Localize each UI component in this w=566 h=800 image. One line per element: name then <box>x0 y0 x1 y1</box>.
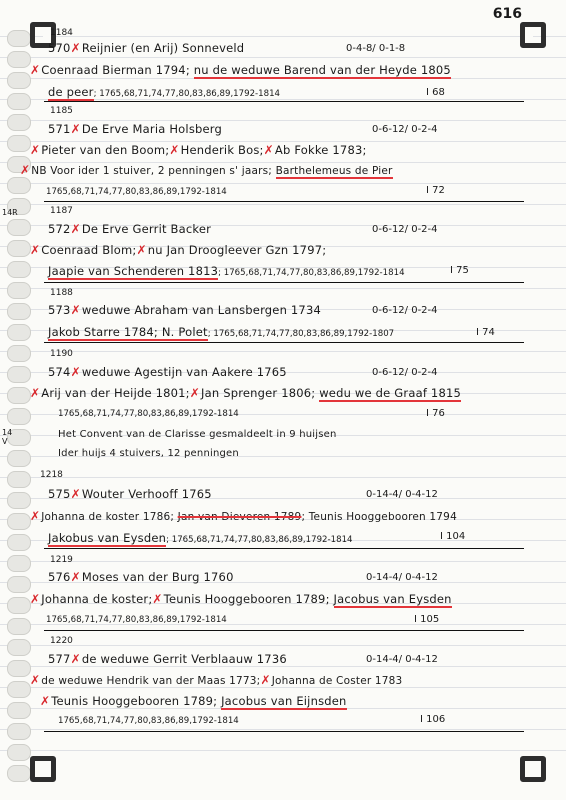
ruled-line <box>0 141 566 142</box>
folio-ref: I 74 <box>476 327 495 338</box>
entry-title <box>48 122 222 136</box>
binder-hole <box>7 51 31 68</box>
entry-number: 572 <box>48 222 71 236</box>
years-list: 1765,68,71,74,77,80,83,86,89,1792-1814 <box>46 187 227 197</box>
ruled-line <box>0 204 566 205</box>
owner-name-underlined: Jakobus van Eysden <box>48 531 167 545</box>
owner-name: Ab Fokke 1783; <box>274 143 367 157</box>
entry-title <box>48 487 212 501</box>
folio-ref: I 72 <box>426 185 445 196</box>
entry-note: Het Convent van de Clarisse gesmaldeelt in 9 huijsen <box>58 429 337 440</box>
separator-line <box>44 342 524 343</box>
cross-mark-icon: ✗ <box>30 386 41 400</box>
owner-name-underlined: Jacobus van Eysden <box>333 592 452 606</box>
cross-mark-icon: ✗ <box>40 694 51 708</box>
binder-hole <box>7 744 31 761</box>
owner-name: Jan Sprenger 1806; <box>201 386 316 400</box>
cross-mark-icon: ✗ <box>70 652 81 666</box>
entry-title <box>48 652 287 666</box>
entry-owners <box>30 143 367 157</box>
entry-name: Wouter Verhooff 1765 <box>81 487 212 501</box>
binder-hole <box>7 702 31 719</box>
cross-mark-icon: ✗ <box>70 303 81 317</box>
entry-name: weduwe Abraham van Lansbergen 1734 <box>81 303 321 317</box>
entry-name: weduwe Agestijn van Aakere 1765 <box>81 365 287 379</box>
binder-hole <box>7 114 31 131</box>
years-list: 1765,68,71,74,77,80,83,86,89,1792-1814 <box>58 716 239 726</box>
entry-owners <box>30 592 452 606</box>
ruled-line <box>0 750 566 751</box>
binder-hole <box>7 303 31 320</box>
entry-ref: 1185 <box>50 106 73 116</box>
owner-name: Teunis Hooggebooren 1789; <box>51 694 218 708</box>
ruled-line <box>0 183 566 184</box>
binder-hole <box>7 492 31 509</box>
entry-number: 577 <box>48 652 71 666</box>
owner-name: Coenraad Blom; <box>41 243 137 257</box>
entry-number: 574 <box>48 365 71 379</box>
entry-number: 570 <box>48 41 71 55</box>
entry-note <box>20 163 393 177</box>
folio-ref: I 75 <box>450 265 469 276</box>
cross-mark-icon: ✗ <box>70 122 81 136</box>
owner-name-underlined: de peer <box>48 85 94 99</box>
entry-value: 0-14-4/ 0-4-12 <box>366 572 438 583</box>
binder-hole <box>7 471 31 488</box>
entry-owners <box>30 673 402 687</box>
entry-ref: 1190 <box>50 349 73 359</box>
binder-hole <box>7 597 31 614</box>
binder-hole <box>7 135 31 152</box>
corner-marker-bottom-left <box>30 756 56 782</box>
cross-mark-icon: ✗ <box>136 243 147 257</box>
binder-hole <box>7 660 31 677</box>
binder-hole <box>7 324 31 341</box>
years-list: ; 1765,68,71,74,77,80,83,86,89,1792-1807 <box>207 329 395 339</box>
entry-name: De Erve Maria Holsberg <box>81 122 223 136</box>
entry-number: 576 <box>48 570 71 584</box>
owner-name: Johanna de koster; <box>41 592 153 606</box>
owner-name-underlined: Jakob Starre 1784; N. Polet <box>48 325 208 339</box>
entry-name: De Erve Gerrit Backer <box>81 222 212 236</box>
owner-name: Henderik Bos; <box>180 143 264 157</box>
entry-ref: 1188 <box>50 288 73 298</box>
entry-number: 571 <box>48 122 71 136</box>
cross-mark-icon: ✗ <box>30 143 41 157</box>
entry-name: Reijnier (en Arij) Sonneveld <box>81 41 245 55</box>
owner-name-struck: Jan van Dieveren 1789 <box>177 511 302 523</box>
ruled-line <box>0 57 566 58</box>
years-list: ; 1765,68,71,74,77,80,83,86,89,1792-1814 <box>166 535 353 545</box>
cross-mark-icon: ✗ <box>70 487 81 501</box>
ruled-line <box>0 36 566 37</box>
separator-line <box>44 201 524 202</box>
cross-mark-icon: ✗ <box>263 143 274 157</box>
binder-hole <box>7 534 31 551</box>
ruled-line <box>0 729 566 730</box>
entry-title <box>48 303 321 317</box>
entry-title <box>48 41 244 55</box>
folio-ref: I 68 <box>426 87 445 98</box>
cross-mark-icon: ✗ <box>30 673 41 687</box>
binder-hole <box>7 576 31 593</box>
owner-name: Teunis Hooggebooren 1789; <box>163 592 330 606</box>
cross-mark-icon: ✗ <box>30 509 41 523</box>
owner-name: Johanna de Coster 1783 <box>271 675 403 687</box>
binder-hole <box>7 282 31 299</box>
note-text: NB Voor ider 1 stuiver, 2 penningen s' jaars; <box>31 165 273 177</box>
cross-mark-icon: ✗ <box>30 63 41 77</box>
entry-note: Ider huijs 4 stuivers, 12 penningen <box>58 448 239 459</box>
entry-owners <box>40 694 347 708</box>
entry-value: 0-14-4/ 0-4-12 <box>366 489 438 500</box>
ruled-line <box>0 645 566 646</box>
binder-hole <box>7 93 31 110</box>
entry-value: 0-6-12/ 0-2-4 <box>372 367 438 378</box>
binder-hole <box>7 72 31 89</box>
separator-line <box>44 548 524 549</box>
owner-name: Arij van der Heijde 1801; <box>41 386 190 400</box>
entry-title <box>48 570 234 584</box>
folio-ref: I 106 <box>420 714 446 725</box>
entry-ref: 1184 <box>50 28 73 38</box>
years-list: 1765,68,71,74,77,80,83,86,89,1792-1814 <box>46 615 227 625</box>
binder-hole <box>7 30 31 47</box>
entry-owners <box>30 243 326 257</box>
ruled-line <box>0 561 566 562</box>
binder-hole <box>7 618 31 635</box>
entry-years <box>48 531 353 545</box>
entry-value: 0-6-12/ 0-2-4 <box>372 224 438 235</box>
entry-ref: 1218 <box>40 470 63 480</box>
entry-value: 0-4-8/ 0-1-8 <box>346 43 406 54</box>
entry-years <box>48 85 280 99</box>
folio-ref: I 104 <box>440 531 466 542</box>
binder-hole <box>7 513 31 530</box>
cross-mark-icon: ✗ <box>70 41 81 55</box>
binder-hole <box>7 681 31 698</box>
cross-mark-icon: ✗ <box>30 592 41 606</box>
entry-name: Moses van der Burg 1760 <box>81 570 234 584</box>
entry-owners <box>30 386 461 400</box>
cross-mark-icon: ✗ <box>152 592 163 606</box>
cross-mark-icon: ✗ <box>20 163 31 177</box>
binder-hole <box>7 555 31 572</box>
owner-name: ; Teunis Hooggebooren 1794 <box>301 511 457 523</box>
binder-hole <box>7 366 31 383</box>
ruled-line <box>0 666 566 667</box>
years-list: ; 1765,68,71,74,77,80,83,86,89,1792-1814 <box>93 89 281 99</box>
binder-hole <box>7 177 31 194</box>
binder-hole <box>7 639 31 656</box>
years-list: ; 1765,68,71,74,77,80,83,86,89,1792-1814 <box>218 268 405 278</box>
entry-number: 575 <box>48 487 71 501</box>
corner-marker-top-right <box>520 22 546 48</box>
page-number: 616 <box>492 6 522 22</box>
owner-name-underlined: Jacobus van Eijnsden <box>221 694 347 708</box>
ruled-line <box>0 351 566 352</box>
years-list: 1765,68,71,74,77,80,83,86,89,1792-1814 <box>58 409 239 419</box>
binder-hole <box>7 765 31 782</box>
owner-name: de weduwe Hendrik van der Maas 1773; <box>41 675 261 687</box>
binder-hole <box>7 345 31 362</box>
owner-name-underlined: Barthelemeus de Pier <box>275 165 393 177</box>
cross-mark-icon: ✗ <box>189 386 201 400</box>
entry-title <box>48 222 211 236</box>
entry-ref: 1219 <box>50 555 73 565</box>
separator-line <box>44 101 524 102</box>
binder-hole <box>7 723 31 740</box>
ruled-line <box>0 477 566 478</box>
entry-years <box>48 325 394 339</box>
margin-note: 14R <box>2 208 18 217</box>
entry-owners <box>30 63 451 77</box>
owner-name: Johanna de koster 1786; <box>41 511 175 523</box>
owner-name: Coenraad Bierman 1794; <box>41 63 190 77</box>
margin-note: 14 V <box>2 428 13 446</box>
corner-marker-bottom-right <box>520 756 546 782</box>
entry-value: 0-6-12/ 0-2-4 <box>372 124 438 135</box>
owner-name-underlined: Jaapie van Schenderen 1813 <box>48 264 219 278</box>
entry-ref: 1220 <box>50 636 73 646</box>
cross-mark-icon: ✗ <box>169 143 180 157</box>
entry-value: 0-6-12/ 0-2-4 <box>372 305 438 316</box>
folio-ref: I 76 <box>426 408 445 419</box>
ruled-line <box>0 288 566 289</box>
entry-years <box>48 264 405 278</box>
binder-hole <box>7 408 31 425</box>
owner-name-underlined: nu de weduwe Barend van der Heyde 1805 <box>193 63 451 77</box>
entry-ref: 1187 <box>50 206 73 216</box>
ruled-line <box>0 120 566 121</box>
cross-mark-icon: ✗ <box>70 365 81 379</box>
entry-title <box>48 365 287 379</box>
separator-line <box>44 731 524 732</box>
cross-mark-icon: ✗ <box>260 673 271 687</box>
binder-hole <box>7 219 31 236</box>
cross-mark-icon: ✗ <box>70 570 81 584</box>
owner-name-underlined: wedu we de Graaf 1815 <box>319 386 461 400</box>
ruled-line <box>0 687 566 688</box>
entry-value: 0-14-4/ 0-4-12 <box>366 654 438 665</box>
binder-hole <box>7 240 31 257</box>
owner-name: nu Jan Droogleever Gzn 1797; <box>147 243 327 257</box>
separator-line <box>44 282 524 283</box>
entry-owners <box>30 509 457 523</box>
binder-hole <box>7 450 31 467</box>
separator-line <box>44 630 524 631</box>
binder-hole <box>7 387 31 404</box>
binder-hole <box>7 261 31 278</box>
owner-name: Pieter van den Boom; <box>41 143 170 157</box>
folio-ref: I 105 <box>414 614 440 625</box>
cross-mark-icon: ✗ <box>70 222 81 236</box>
entry-number: 573 <box>48 303 71 317</box>
entry-name: de weduwe Gerrit Verblaauw 1736 <box>81 652 287 666</box>
cross-mark-icon: ✗ <box>30 243 41 257</box>
